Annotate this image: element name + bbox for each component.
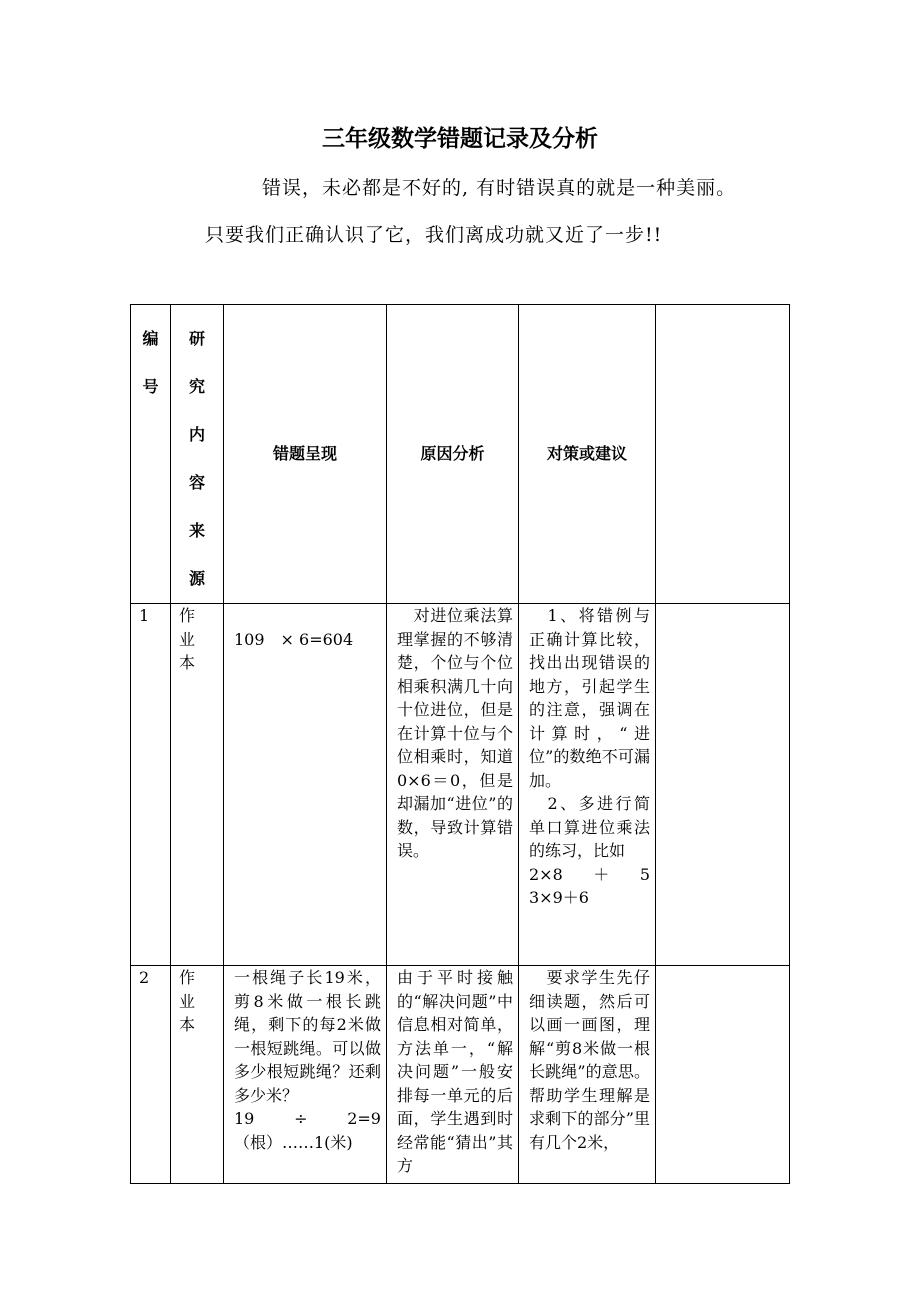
error-analysis-table — [130, 304, 790, 1184]
row-error: 109 × 6=604 — [224, 604, 387, 966]
row-source: 作 业 本 — [171, 604, 224, 966]
row-number: 1 — [131, 604, 171, 966]
header-cause: 原因分析 — [387, 305, 519, 604]
header-source: 研 究 内 容 来 源 — [171, 305, 224, 604]
header-row — [131, 305, 790, 604]
row-extra — [656, 966, 790, 1184]
header-extra — [656, 305, 790, 604]
intro-line-1: 错误，未必都是不好的, 有时错误真的就是一种美丽。 — [262, 177, 737, 199]
row-number: 2 — [131, 966, 171, 1184]
table-row — [131, 966, 790, 1184]
row-cause: 对进位乘法算理掌握的不够清楚，个位与个位相乘积满几十向十位进位，但是在计算十位与个位相乘时，知道0×6＝0，但是却漏加“进位”的数，导致计算错误。 — [387, 604, 519, 966]
page-title: 三年级数学错题记录及分析 — [322, 126, 598, 152]
header-error: 错题呈现 — [224, 305, 387, 604]
row-source: 作 业 本 — [171, 966, 224, 1184]
row-strategy: 1、将错例与正确计算比较，找出出现错误的地方，引起学生的注意，强调在计算时，“进位”的数绝不可漏加。 2、多进行简单口算进位乘法的练习，比如 2×8＋5 3×9＋6 — [519, 604, 656, 966]
row-error: 一根绳子长19米，剪8米做一根长跳绳，剩下的每2米做一根短跳绳。可以做多少根短跳绳？还剩多少米？ 19 ÷ 2=9（根）……1(米) — [224, 966, 387, 1184]
row-strategy: 要求学生先仔细读题，然后可以画一画图，理解“剪8米做一根长跳绳”的意思。帮助学生理解是求剩下的部分”里有几个2米， — [519, 966, 656, 1184]
table-row — [131, 604, 790, 966]
row-cause: 由于平时接触的“解决问题”中信息相对简单，方法单一，“解决问题”一般安排每一单元的后面，学生遇到时经常能“猜出”其方 — [387, 966, 519, 1184]
header-strategy: 对策或建议 — [519, 305, 656, 604]
header-num: 编 号 — [131, 305, 171, 604]
row-extra — [656, 604, 790, 966]
intro-line-2: 只要我们正确认识了它，我们离成功就又近了一步!! — [205, 224, 663, 246]
